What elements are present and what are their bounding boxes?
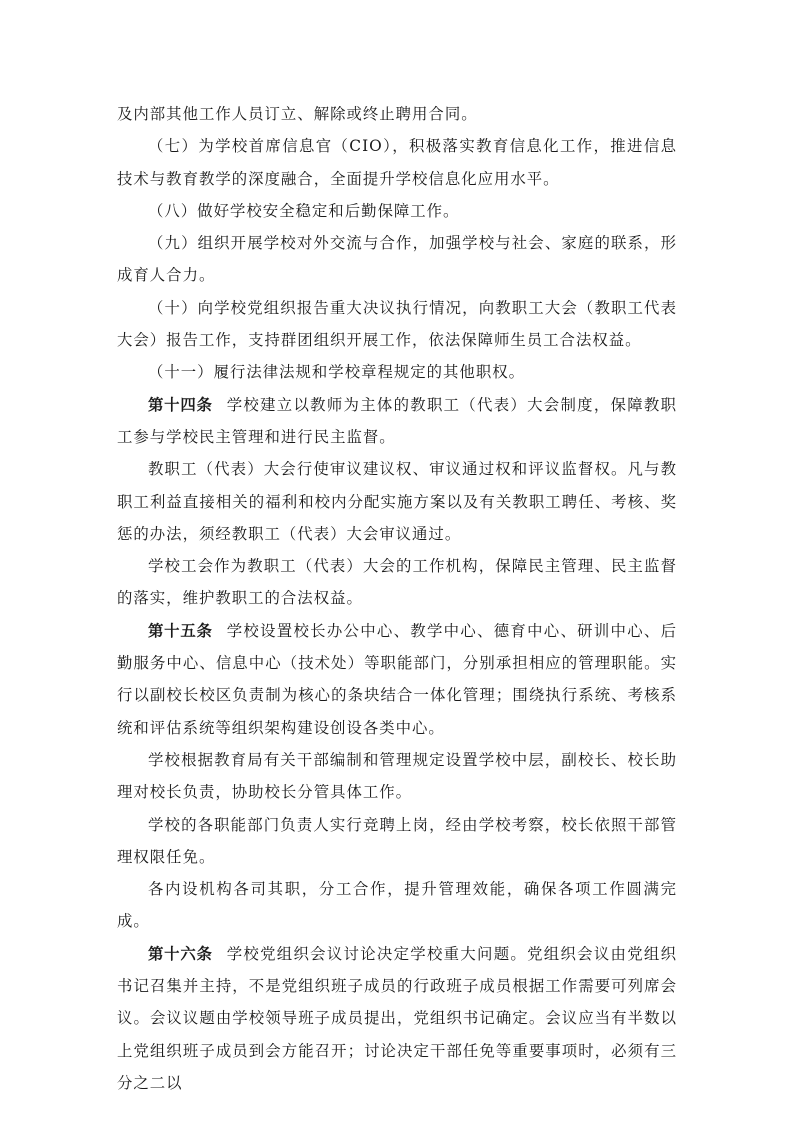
article-number: 第十五条 <box>148 621 213 640</box>
paragraph-text: 教职工（代表）大会行使审议建议权、审议通过权和评议监督权。凡与教职工利益直接相关的福利和校内分配实施方案以及有关教职工聘任、考核、奖惩的办法，须经教职工（代表）大会审议通过。 <box>117 460 677 543</box>
article-paragraph <box>117 938 677 1099</box>
article-number: 第十四条 <box>148 395 213 414</box>
paragraph-text: 学校建立以教师为主体的教职工（代表）大会制度，保障教职工参与学校民主管理和进行民主监督。 <box>117 395 677 446</box>
body-paragraph <box>117 130 677 195</box>
paragraph-text: （十一）履行法律法规和学校章程规定的其他职权。 <box>148 363 525 382</box>
paragraph-text: 学校根据教育局有关干部编制和管理规定设置学校中层，副校长、校长助理对校长负责，协助校长分管具体工作。 <box>117 750 677 802</box>
body-paragraph <box>117 356 677 388</box>
body-paragraph <box>117 809 677 874</box>
paragraph-text: （十）向学校党组织报告重大决议执行情况，向教职工大会（教职工代表大会）报告工作，支持群团组织开展工作，依法保障师生员工合法权益。 <box>117 298 677 350</box>
paragraph-text: 学校设置校长办公中心、教学中心、德育中心、研训中心、后勤服务中心、信息中心（技术处）等职能部门，分别承担相应的管理职能。实行以副校长校区负责制为核心的条块结合一体化管理；围绕执行系统、考核系统和评估系统等组织架构建设创设各类中心。 <box>117 621 677 737</box>
body-paragraph <box>117 195 677 227</box>
article-number: 第十六条 <box>148 944 213 963</box>
body-paragraph <box>117 98 677 130</box>
paragraph-text: （八）做好学校安全稳定和后勤保障工作。 <box>148 201 460 220</box>
paragraph-text: 及内部其他工作人员订立、解除或终止聘用合同。 <box>117 105 478 123</box>
paragraph-text: （九）组织开展学校对外交流与合作，加强学校与社会、家庭的联系，形成育人合力。 <box>117 234 677 285</box>
paragraph-text: 学校党组织会议讨论决定学校重大问题。党组织会议由党组织书记召集并主持，不是党组织班子成员的行政班子成员根据工作需要可列席会议。会议议题由学校领导班子成员提出，党组织书记确定。会议应当有半数以上党组织班子成员到会方能召开；讨论决定干部任免等重要事项时，必须有三分之二以 <box>117 944 677 1092</box>
paragraph-text: （七）为学校首席信息官（CIO），积极落实教育信息化工作，推进信息技术与教育教学的深度融合，全面提升学校信息化应用水平。 <box>117 137 677 188</box>
body-paragraph <box>117 550 677 615</box>
body-paragraph <box>117 744 677 809</box>
article-paragraph <box>117 389 677 454</box>
document-body <box>117 98 677 1099</box>
paragraph-text: 学校的各职能部门负责人实行竞聘上岗，经由学校考察，校长依照干部管理权限任免。 <box>117 815 677 866</box>
body-paragraph <box>117 227 677 292</box>
paragraph-text: 各内设机构各司其职，分工合作，提升管理效能，确保各项工作圆满完成。 <box>117 880 677 931</box>
article-paragraph <box>117 615 677 744</box>
body-paragraph <box>117 292 677 357</box>
body-paragraph <box>117 873 677 938</box>
paragraph-text: 学校工会作为教职工（代表）大会的工作机构，保障民主管理、民主监督的落实，维护教职工的合法权益。 <box>117 557 677 608</box>
body-paragraph <box>117 453 677 550</box>
